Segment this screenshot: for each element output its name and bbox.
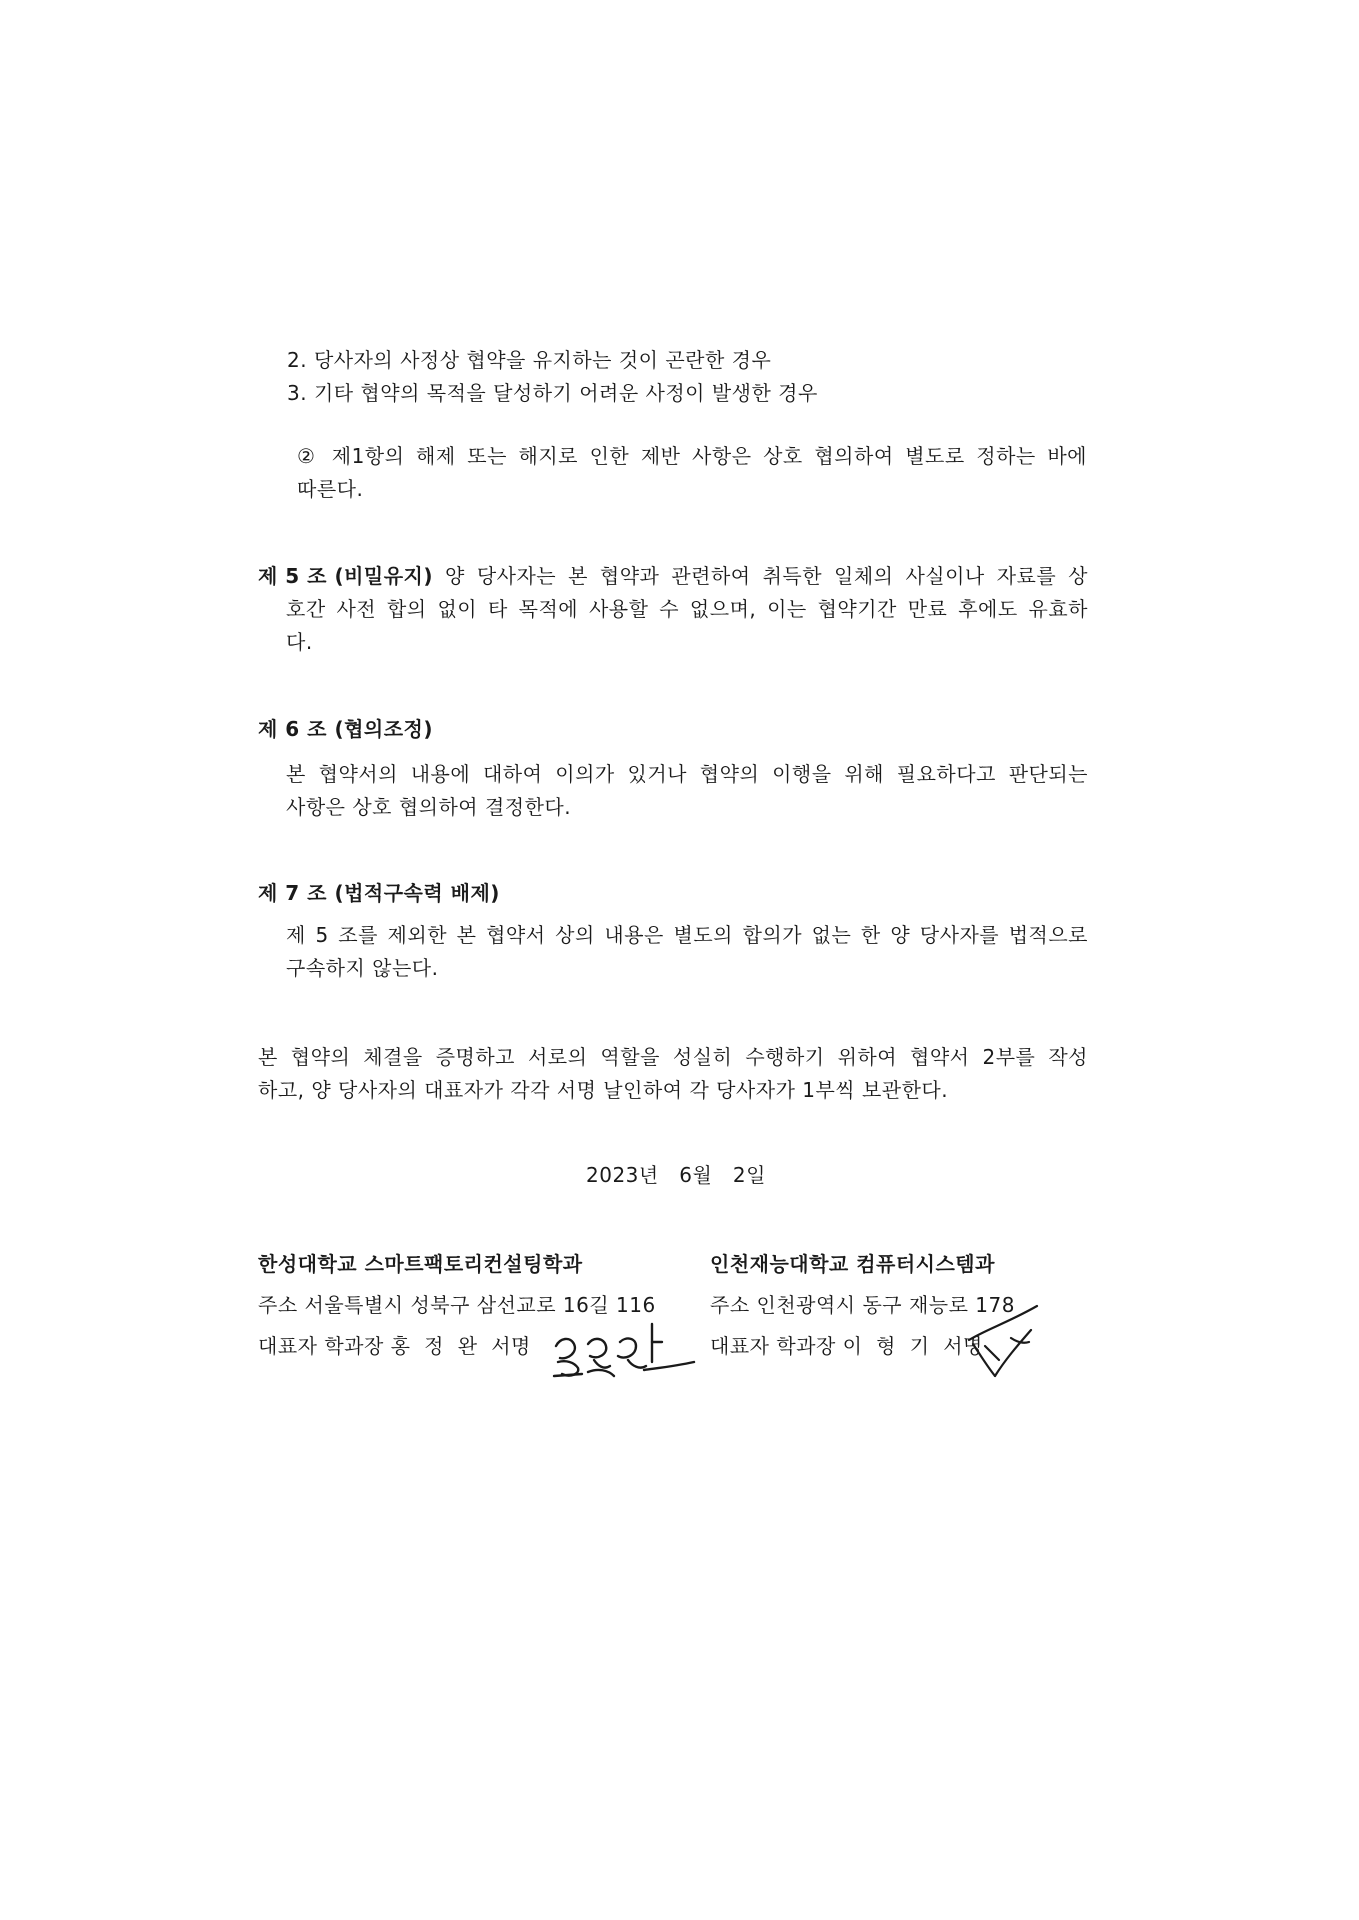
article5-first-line — [258, 561, 1088, 591]
closing-line1: 본 협약의 체결을 증명하고 서로의 역할을 성실히 수행하기 위하여 협약서 2부를 작성 — [258, 1045, 1088, 1069]
left-party-representative: 대표자 학과장 홍 정 완 서명 — [258, 1334, 531, 1358]
article5-line3: 다. — [286, 630, 313, 654]
right-signature — [965, 1300, 1045, 1380]
article5-heading: 제 5 조 (비밀유지) — [258, 564, 434, 588]
article5-line1-text: 양 당사자는 본 협약과 관련하여 취득한 일체의 사실이나 자료를 상 — [445, 564, 1088, 588]
left-party-name: 한성대학교 스마트팩토리컨설팅학과 — [258, 1252, 583, 1276]
clause4-item-3: 3. 기타 협약의 목적을 달성하기 어려운 사정이 발생한 경우 — [287, 381, 818, 405]
clause4-para2-line2: 따른다. — [297, 477, 364, 501]
article5-line2: 호간 사전 합의 없이 타 목적에 사용할 수 없으며, 이는 협약기간 만료 후에도 유효하 — [286, 597, 1088, 621]
right-party-address: 주소 인천광역시 동구 재능로 178 — [710, 1293, 1015, 1317]
left-party-address: 주소 서울특별시 성북구 삼선교로 16길 116 — [258, 1293, 656, 1317]
clause4-item-2: 2. 당사자의 사정상 협약을 유지하는 것이 곤란한 경우 — [287, 348, 772, 372]
right-party-representative: 대표자 학과장 이 형 기 서명 — [710, 1334, 983, 1358]
article7-line1: 제 5 조를 제외한 본 협약서 상의 내용은 별도의 합의가 없는 한 양 당사자를 법적으로 — [286, 923, 1088, 947]
closing-line2: 하고, 양 당사자의 대표자가 각각 서명 날인하여 각 당사자가 1부씩 보관한다. — [258, 1078, 949, 1102]
article7-line2: 구속하지 않는다. — [286, 956, 439, 980]
right-party-name: 인천재능대학교 컴퓨터시스템과 — [710, 1252, 995, 1276]
article6-line2: 사항은 상호 협의하여 결정한다. — [286, 795, 572, 819]
clause4-para2-line1: ② 제1항의 해제 또는 해지로 인한 제반 사항은 상호 협의하여 별도로 정하는 바에 — [297, 444, 1087, 468]
article6-line1: 본 협약서의 내용에 대하여 이의가 있거나 협약의 이행을 위해 필요하다고 판단되는 — [286, 762, 1088, 786]
left-signature — [548, 1316, 698, 1386]
article6-heading: 제 6 조 (협의조정) — [258, 717, 434, 741]
article7-heading: 제 7 조 (법적구속력 배제) — [258, 881, 500, 905]
signing-date: 2023년 6월 2일 — [586, 1163, 766, 1187]
